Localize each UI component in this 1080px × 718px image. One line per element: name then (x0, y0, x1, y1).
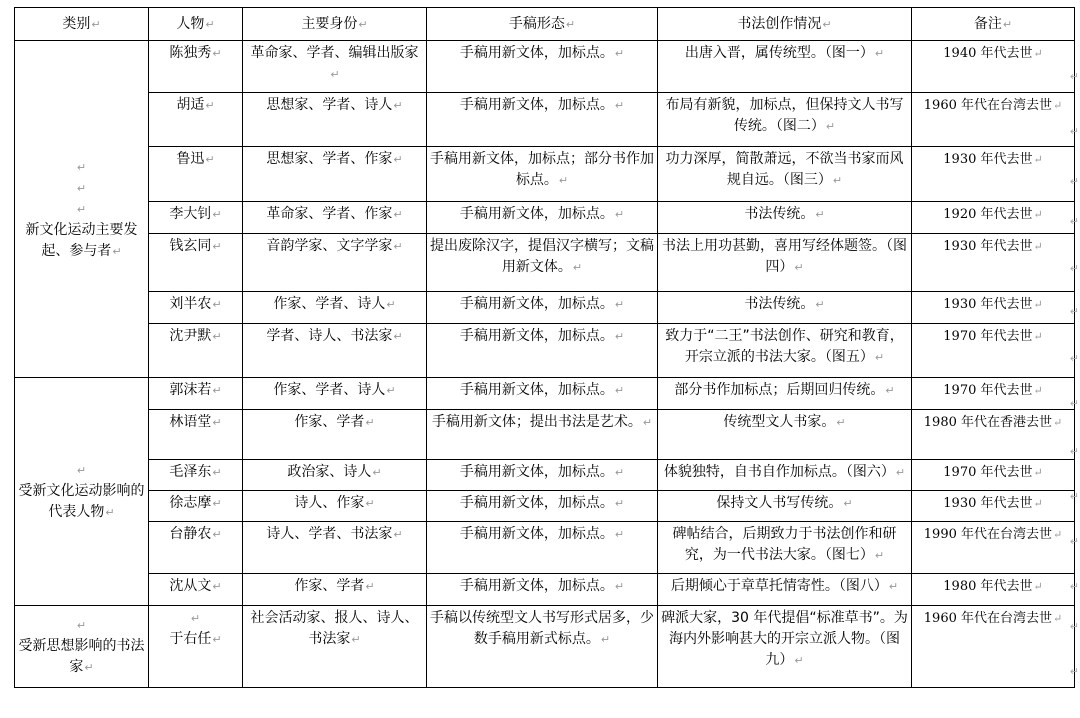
cell-person-text: 钱玄同 (169, 238, 212, 254)
cell-calligraphy-text: 碑帖结合，后期致力于书法创作和研究，为一代书法大家。（图七） (672, 526, 897, 563)
cell-manuscript-text: 提出废除汉字，提倡汉字横写；文稿用新文体。 (430, 238, 654, 275)
cell-manuscript-text: 手稿用新文体，加标点。 (459, 382, 614, 398)
cell-identity: 思想家、学者、作家↵ (243, 147, 427, 202)
cell-identity: 作家、学者↵ (243, 410, 427, 460)
cell-identity-text: 作家、学者、诗人 (273, 296, 386, 312)
cell-manuscript: 手稿用新文体，加标点。↵ (427, 41, 658, 93)
cell-manuscript-text: 手稿以传统型文人书写形式居多，少数手稿用新式标点。 (430, 610, 654, 647)
cell-person: 林语堂↵ (149, 410, 243, 460)
cell-manuscript: 手稿用新文体，加标点。↵ (427, 522, 658, 574)
cell-calligraphy-text: 保持文人书写传统。 (716, 495, 843, 511)
table-row (15, 147, 1075, 202)
cell-calligraphy: 体貌独特，自书自作加标点。（图六）↵ (658, 460, 912, 491)
cell-calligraphy-text: 书法上用功甚勤，喜用写经体题签。（图四） (662, 238, 907, 275)
cell-manuscript-text: 手稿用新文体，加标点。 (459, 328, 614, 344)
cell-note-text: 1980 年代去世 (943, 579, 1033, 594)
cell-calligraphy-text: 后期倾心于章草托情寄性。（图八） (670, 578, 888, 594)
cell-identity: 诗人、学者、书法家↵ (243, 522, 427, 574)
cell-calligraphy-text: 布局有新貌，加标点，但保持文人书写传统。（图二） (665, 97, 904, 134)
cell-note: 1990 年代在台湾去世↵ (912, 522, 1075, 574)
cell-person: 沈尹默↵ (149, 324, 243, 378)
cell-manuscript-text: 手稿用新文体，加标点。 (459, 495, 614, 511)
cell-calligraphy: 部分书作加标点；后期回归传统。↵ (658, 378, 912, 410)
cell-manuscript-text: 手稿用新文体，加标点。 (459, 97, 614, 113)
cell-calligraphy: 碑帖结合，后期致力于书法创作和研究，为一代书法大家。（图七）↵ (658, 522, 912, 574)
cell-calligraphy-text: 书法传统。 (744, 296, 815, 312)
cell-person-text: 李大钊 (169, 206, 212, 222)
cell-manuscript: 手稿用新文体，加标点。↵ (427, 460, 658, 491)
cell-manuscript: 手稿用新文体；提出书法是艺术。↵ (427, 410, 658, 460)
category-label: 受新文化运动影响的代表人物 (18, 483, 145, 520)
cell-note-text: 1920 年代去世 (943, 207, 1033, 222)
margin-mark: ↵ (1069, 175, 1079, 188)
table-row (15, 410, 1075, 460)
cell-note: 1930 年代去世↵ (912, 147, 1075, 202)
cell-person-text: 徐志摩 (169, 495, 212, 511)
margin-mark: ↵ (1069, 445, 1079, 458)
cell-note-text: 1980 年代在香港去世 (923, 415, 1052, 430)
cell-identity: 诗人、作家↵ (243, 491, 427, 522)
cell-calligraphy-text: 致力于“二王”书法创作、研究和教育，开宗立派的书法大家。（图五） (665, 328, 904, 365)
cell-identity-text: 作家、学者 (294, 578, 365, 594)
table-row (15, 522, 1075, 574)
cell-identity: 革命家、学者、作家↵ (243, 202, 427, 234)
figures-table (14, 7, 1075, 688)
cell-calligraphy-text: 书法传统。 (744, 206, 815, 222)
header-row (15, 8, 1075, 41)
table-row (15, 93, 1075, 147)
cell-calligraphy-text: 功力深厚，简散萧远，不欲当书家而风规自远。（图三） (665, 151, 904, 188)
cell-note: 1980 年代在香港去世↵ (912, 410, 1075, 460)
cell-person: 刘半农↵ (149, 292, 243, 324)
header-manuscript: 手稿形态↵ (427, 8, 658, 41)
cell-person: 徐志摩↵ (149, 491, 243, 522)
cell-identity: 音韵学家、文字学家↵ (243, 234, 427, 292)
cell-manuscript: 手稿用新文体，加标点。↵ (427, 378, 658, 410)
cell-manuscript-text: 手稿用新文体，加标点。 (459, 578, 614, 594)
table-row (15, 491, 1075, 522)
cell-identity-text: 诗人、学者、书法家 (266, 526, 393, 542)
header-calligraphy: 书法创作情况↵ (658, 8, 912, 41)
cell-note-text: 1940 年代去世 (943, 46, 1033, 61)
margin-marks (1069, 0, 1080, 718)
table-row (15, 234, 1075, 292)
cell-manuscript: 手稿用新文体，加标点。↵ (427, 574, 658, 606)
cell-person: 台静农↵ (149, 522, 243, 574)
cell-note: 1970 年代去世↵ (912, 324, 1075, 378)
cell-identity-text: 学者、诗人、书法家 (266, 328, 393, 344)
cell-note-text: 1970 年代去世 (943, 383, 1033, 398)
category-label: 受新思想影响的书法家 (18, 638, 145, 675)
margin-mark: ↵ (1069, 620, 1079, 633)
cell-calligraphy-text: 体貌独特，自书自作加标点。（图六） (663, 464, 895, 480)
cell-note: 1980 年代去世↵ (912, 574, 1075, 606)
cell-person-text: 鲁迅 (176, 151, 205, 167)
cell-identity: 革命家、学者、编辑出版家↵ (243, 41, 427, 93)
cell-person: 李大钊↵ (149, 202, 243, 234)
cell-note-text: 1990 年代在台湾去世 (923, 527, 1052, 542)
cell-identity-text: 作家、学者、诗人 (273, 382, 386, 398)
cell-person: 鲁迅↵ (149, 147, 243, 202)
margin-mark: ↵ (1069, 352, 1079, 365)
table-row (15, 41, 1075, 93)
cell-identity-text: 革命家、学者、编辑出版家 (250, 45, 419, 61)
table-body (15, 41, 1075, 688)
cell-identity: 作家、学者、诗人↵ (243, 292, 427, 324)
cell-manuscript-text: 手稿用新文体，加标点。 (459, 296, 614, 312)
cell-identity-text: 社会活动家、报人、诗人、书法家 (250, 610, 419, 647)
paragraph-mark: ↵ (76, 160, 87, 174)
cell-identity-text: 思想家、学者、诗人 (266, 97, 393, 113)
cell-person-text: 毛泽东 (169, 464, 212, 480)
cell-person-text: 陈独秀 (169, 45, 212, 61)
cell-category: ↵ 受新思想影响的书法家↵ (15, 606, 149, 688)
cell-person-text: 林语堂 (169, 414, 212, 430)
cell-manuscript-text: 手稿用新文体，加标点。 (459, 526, 614, 542)
header-category: 类别↵ (15, 8, 149, 41)
cell-manuscript-text: 手稿用新文体，加标点。 (459, 45, 614, 61)
margin-mark: ↵ (1069, 490, 1079, 503)
cell-manuscript-text: 手稿用新文体，加标点；部分书作加标点。 (430, 151, 654, 188)
cell-identity: 政治家、诗人↵ (243, 460, 427, 491)
cell-manuscript: 手稿用新文体，加标点；部分书作加标点。↵ (427, 147, 658, 202)
cell-note-text: 1930 年代去世 (943, 239, 1033, 254)
margin-mark: ↵ (1069, 125, 1079, 138)
cell-identity-text: 思想家、学者、作家 (266, 151, 393, 167)
cell-person: 郭沫若↵ (149, 378, 243, 410)
cell-identity: 思想家、学者、诗人↵ (243, 93, 427, 147)
cell-identity: 学者、诗人、书法家↵ (243, 324, 427, 378)
cell-identity-text: 诗人、作家 (294, 495, 365, 511)
cell-identity: 社会活动家、报人、诗人、书法家↵ (243, 606, 427, 688)
cell-identity-text: 音韵学家、文字学家 (266, 238, 393, 254)
table-row (15, 202, 1075, 234)
cell-manuscript: 手稿用新文体，加标点。↵ (427, 292, 658, 324)
cell-note-text: 1970 年代去世 (943, 465, 1033, 480)
cell-calligraphy: 书法传统。↵ (658, 292, 912, 324)
table-row (15, 324, 1075, 378)
cell-note: 1930 年代去世↵ (912, 491, 1075, 522)
cell-manuscript-text: 手稿用新文体，加标点。 (459, 206, 614, 222)
cell-person-text: 刘半农 (169, 296, 212, 312)
header-identity: 主要身份↵ (243, 8, 427, 41)
cell-note-text: 1930 年代去世 (943, 152, 1033, 167)
cell-person-text: 沈从文 (169, 578, 212, 594)
cell-calligraphy: 布局有新貌，加标点，但保持文人书写传统。（图二）↵ (658, 93, 912, 147)
cell-note-text: 1960 年代在台湾去世 (923, 611, 1052, 626)
cell-identity-text: 政治家、诗人 (287, 464, 372, 480)
table-row (15, 574, 1075, 606)
margin-mark: ↵ (1069, 215, 1079, 228)
paragraph-mark: ↵ (76, 181, 87, 195)
cell-manuscript-text: 手稿用新文体；提出书法是艺术。 (431, 414, 642, 430)
cell-category: ↵ 受新文化运动影响的代表人物↵ (15, 378, 149, 606)
cell-person: 胡适↵ (149, 93, 243, 147)
cell-person: 陈独秀↵ (149, 41, 243, 93)
cell-calligraphy: 后期倾心于章草托情寄性。（图八）↵ (658, 574, 912, 606)
cell-note-text: 1970 年代去世 (943, 329, 1033, 344)
cell-calligraphy: 致力于“二王”书法创作、研究和教育，开宗立派的书法大家。（图五）↵ (658, 324, 912, 378)
cell-calligraphy: 出唐入晋，属传统型。（图一）↵ (658, 41, 912, 93)
cell-note-text: 1930 年代去世 (943, 496, 1033, 511)
cell-note: 1960 年代在台湾去世↵ (912, 93, 1075, 147)
margin-mark: ↵ (1069, 262, 1079, 275)
cell-note: 1940 年代去世↵ (912, 41, 1075, 93)
cell-category: ↵ ↵ ↵ 新文化运动主要发起、参与者↵ (15, 41, 149, 378)
cell-person: 毛泽东↵ (149, 460, 243, 491)
margin-mark: ↵ (1069, 535, 1079, 548)
cell-person-text: 于右任 (169, 631, 212, 647)
cell-note: 1970 年代去世↵ (912, 460, 1075, 491)
cell-calligraphy-text: 传统型文人书家。 (723, 414, 836, 430)
cell-manuscript: 提出废除汉字，提倡汉字横写；文稿用新文体。↵ (427, 234, 658, 292)
cell-identity: 作家、学者、诗人↵ (243, 378, 427, 410)
cell-note: 1930 年代去世↵ (912, 292, 1075, 324)
cell-calligraphy: 传统型文人书家。↵ (658, 410, 912, 460)
cell-manuscript: 手稿用新文体，加标点。↵ (427, 491, 658, 522)
paragraph-mark: ↵ (76, 464, 87, 477)
cell-note-text: 1960 年代在台湾去世 (923, 98, 1052, 113)
category-label: 新文化运动主要发起、参与者 (25, 221, 138, 259)
cell-calligraphy: 碑派大家，30 年代提倡“标准草书”。为海内外影响甚大的开宗立派人物。（图九）↵ (658, 606, 912, 688)
table-row (15, 606, 1075, 688)
table-row (15, 378, 1075, 410)
cell-identity-text: 作家、学者 (294, 414, 365, 430)
cell-person: 钱玄同↵ (149, 234, 243, 292)
cell-person: 沈从文↵ (149, 574, 243, 606)
margin-mark: ↵ (1069, 580, 1079, 593)
cell-manuscript: 手稿以传统型文人书写形式居多，少数手稿用新式标点。↵ (427, 606, 658, 688)
cell-person-text: 郭沫若 (169, 382, 212, 398)
margin-mark: ↵ (1069, 397, 1079, 410)
cell-manuscript: 手稿用新文体，加标点。↵ (427, 324, 658, 378)
header-person: 人物↵ (149, 8, 243, 41)
margin-mark: ↵ (1069, 70, 1079, 83)
header-note: 备注↵ (912, 8, 1075, 41)
table-row (15, 460, 1075, 491)
cell-note: 1960 年代在台湾去世↵ (912, 606, 1075, 688)
cell-calligraphy-text: 出唐入晋，属传统型。（图一） (684, 45, 874, 61)
cell-calligraphy: 书法传统。↵ (658, 202, 912, 234)
cell-person-text: 胡适 (176, 97, 205, 113)
cell-person: ↵ 于右任↵ (149, 606, 243, 688)
margin-mark: ↵ (1069, 665, 1079, 678)
cell-manuscript: 手稿用新文体，加标点。↵ (427, 202, 658, 234)
cell-note: 1970 年代去世↵ (912, 378, 1075, 410)
cell-note: 1930 年代去世↵ (912, 234, 1075, 292)
paragraph-mark: ↵ (76, 202, 87, 216)
cell-identity-text: 革命家、学者、作家 (266, 206, 393, 222)
cell-note: 1920 年代去世↵ (912, 202, 1075, 234)
cell-manuscript: 手稿用新文体，加标点。↵ (427, 93, 658, 147)
cell-calligraphy-text: 部分书作加标点；后期回归传统。 (674, 382, 885, 398)
cell-calligraphy: 功力深厚，简散萧远，不欲当书家而风规自远。（图三）↵ (658, 147, 912, 202)
cell-person-text: 沈尹默 (169, 328, 212, 344)
cell-calligraphy: 保持文人书写传统。↵ (658, 491, 912, 522)
cell-note-text: 1930 年代去世 (943, 297, 1033, 312)
cell-manuscript-text: 手稿用新文体，加标点。 (459, 464, 614, 480)
cell-calligraphy: 书法上用功甚勤，喜用写经体题签。（图四）↵ (658, 234, 912, 292)
cell-calligraphy-text: 碑派大家，30 年代提倡“标准草书”。为海内外影响甚大的开宗立派人物。（图九） (661, 610, 908, 668)
cell-identity: 作家、学者↵ (243, 574, 427, 606)
cell-person-text: 台静农 (169, 526, 212, 542)
table-row (15, 292, 1075, 324)
margin-mark: ↵ (1069, 305, 1079, 318)
paragraph-mark: ↵ (76, 619, 87, 632)
